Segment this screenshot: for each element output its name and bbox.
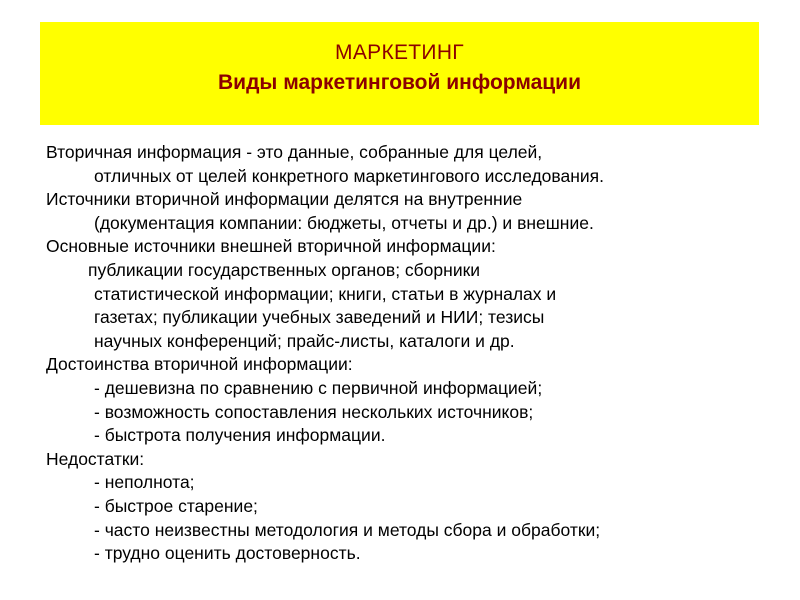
text-line: - дешевизна по сравнению с первичной информацией;	[94, 377, 543, 398]
text-line: - трудно оценить достоверность.	[94, 543, 361, 564]
text-line: отличных от целей конкретного маркетингового исследования.	[94, 165, 605, 186]
text-line: - неполнота;	[94, 472, 195, 493]
text-line: Вторичная информация - это данные, собранные для целей,	[46, 142, 543, 162]
text-line: (документация компании: бюджеты, отчеты и др.) и внешние.	[94, 212, 594, 233]
title-banner	[40, 22, 759, 125]
text-line: научных конференций; прайс-листы, каталоги и др.	[94, 330, 515, 351]
text-line: Источники вторичной информации делятся на внутренние	[46, 189, 523, 210]
text-line: - быстрота получения информации.	[94, 425, 386, 446]
text-line: газетах; публикации учебных заведений и НИИ; тезисы	[94, 307, 545, 328]
text-line: Недостатки:	[46, 448, 145, 469]
text-line: публикации государственных органов; сборники	[88, 259, 481, 280]
text-line: - часто неизвестны методология и методы сбора и обработки;	[94, 519, 601, 540]
text-line: - возможность сопоставления нескольких источников;	[94, 401, 534, 422]
slide-body-text	[46, 141, 786, 566]
text-line: - быстрое старение;	[94, 495, 258, 516]
text-line: статистической информации; книги, статьи в журналах и	[94, 283, 557, 304]
slide-subtitle: Виды маркетинговой информации	[218, 71, 581, 94]
text-line: Достоинства вторичной информации:	[46, 354, 353, 375]
slide-title: МАРКЕТИНГ	[335, 41, 464, 64]
text-line: Основные источники внешней вторичной информации:	[46, 236, 496, 257]
